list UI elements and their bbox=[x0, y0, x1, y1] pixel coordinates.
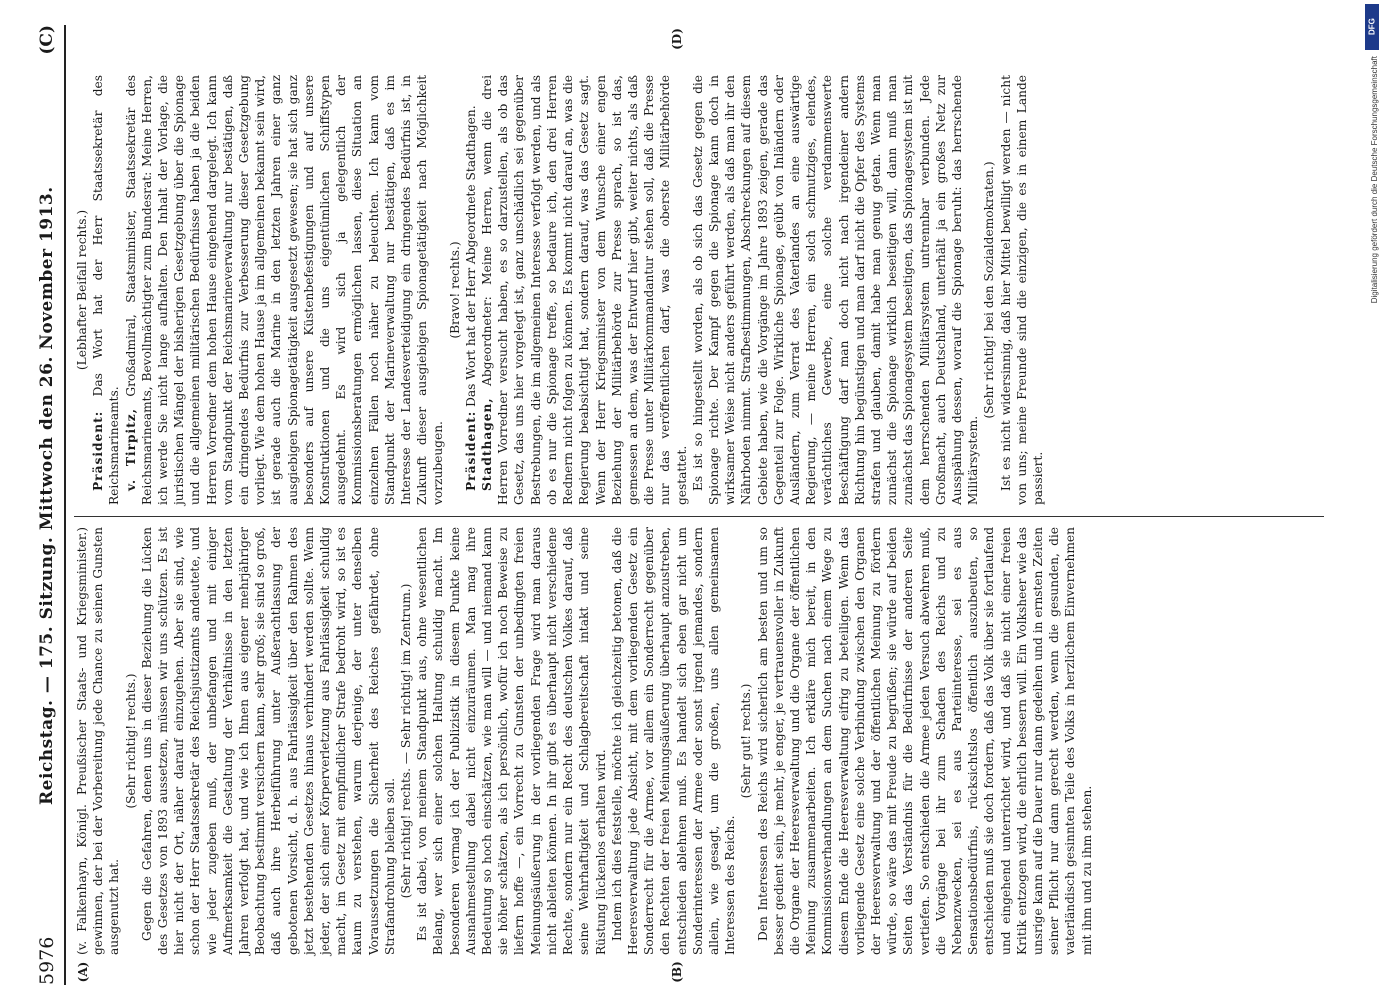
paragraph: Gegen die Gefahren, denen uns in dieser Beziehung die Lücken des Gesetzes von 1893 aussetzen, müssen wir uns schützen. Es ist hier nicht der Ort, näher darauf einzugehen. Aber sie sind, wie schon der Herr Staatssekretär des Reichsjustizamts andeutete, und wie jeder zugeben muß, der unbefangen und mit einiger Aufmerksamkeit die Gestaltung der Verhältnisse in den letzten Jahren verfolgt hat, und wie ich Ihnen aus eigener mehrjähriger Beobachtung bestimmt versichern kann, sehr groß; sie sind so groß, daß auch ihre Herbeiführung unter Außerachtlassung der gebotenen Vorsicht, d. h. aus Fahrlässigkeit über den Rahmen des jetzt bestehenden Gesetzes hinaus verhindert werden sollte. Wenn jeder, der sich einer Körperverletzung aus Fahrlässigkeit schuldig macht, im Gesetz mit empfindlicher Strafe bedroht wird, so ist es kaum zu verstehen, warum derjenige, der unter denselben Voraussetzungen die Sicherheit des Reiches gefährdet, ohne Strafandrohung bleiben soll. bbox=[139, 527, 397, 955]
marker-b: (B) bbox=[670, 961, 684, 983]
paragraph: Das Wort hat der Herr Staatssekretär des Reichsmarineamts. bbox=[91, 75, 122, 505]
marker-a: (A) bbox=[76, 961, 90, 983]
paragraph: (v. Falkenhayn, Königl. Preußischer Staats- und Kriegsminister.) gewinnen, der bei der Vorbereitung jede Chance zu seinen Gunsten ausgenutzt hat. bbox=[75, 527, 122, 955]
speaker-name: Stadthagen, bbox=[480, 397, 495, 491]
interjection: (Lebhafter Beifall rechts.) bbox=[75, 209, 89, 371]
page-header bbox=[30, 25, 66, 985]
paragraph: Das Wort hat der Herr Abgeordnete Stadthagen. bbox=[463, 105, 478, 407]
interjection: (Sehr richtig! rechts.) bbox=[123, 673, 138, 809]
speaker-name: v. Tirpitz, bbox=[123, 408, 138, 491]
column-divider bbox=[74, 516, 1324, 517]
session-title: Reichstag. — 175. Sitzung. Mittwoch den 26. November 1913. bbox=[37, 186, 57, 805]
left-column bbox=[74, 527, 1324, 955]
paragraph: Indem ich dies feststelle, möchte ich gleichzeitig betonen, daß die Heeresverwaltung jede Absicht, mit dem vorliegenden Gesetz ein Sonderrecht für die Armee, vor allem ein Sonderrecht gegenüber den Rechten der freien Meinungsäußerung überhaupt anzustreben, entschieden ablehnen muß. Es handelt sich eben gar nicht um Sonderinteressen der Armee oder sonst irgend jemandes, sondern allein, wie gesagt, um die großen, uns allen gemeinsamen Interessen des Reichs. bbox=[609, 527, 738, 955]
interjection: (Sehr richtig! rechts. — Sehr richtig! im Zentrum.) bbox=[399, 583, 414, 899]
paragraph: Ist es nicht widersinnig, daß hier Mittel bewilligt werden — nicht von uns; meine Freunde sind die einzigen, die es in einem Lande passiert. bbox=[998, 75, 1045, 505]
speaker-label: Präsident: bbox=[91, 410, 106, 491]
funding-watermark: Digitalisierung gefördert durch die Deutsche Forschungsgemeinschaft bbox=[1370, 56, 1379, 304]
paragraph: Es ist dabei, von meinem Standpunkt aus, ohne wesentlichen Belang, wer sich einer solchen Haltung schuldig macht. Im besonderen vermag ich der Publizistik in diesem Punkte keine Ausnahmestellung dabei nicht einzuräumen. Man mag ihre Bedeutung so hoch einschätzen, wie man will — und niemand kann sie höher schätzen, als ich persönlich, wofür ich noch Beweise zu liefern hoffe —, ein Vorrecht zu Gunsten der unbedingten freien Meinungsäußerung in der vorliegenden Frage wird man daraus nicht ableiten können. In ihr gibt es überhaupt nicht verschiedene Rechte, sondern nur ein Recht des deutschen Volkes darauf, daß seine Wehrhaftigkeit und Schlagbereitschaft intakt und seine Rüstung lückenlos erhalten wird. bbox=[415, 527, 608, 955]
paragraph: Abgeordneter: Meine Herren, wenn die drei Herren Vorredner versucht haben, es so darzustellen, als ob das Gesetz, das uns hier vorgelegt ist, ganz unschädlich sei gegenüber Bestrebungen, die im allgemeinen Interesse verfolgt werden, und als ob es nur die Spionage treffe, so bedaure ich, den drei Herren Rednern nicht folgen zu können. Es kommt nicht darauf an, was die Regierung beabsichtigt hat, sondern darauf, was das Gesetz sagt. Wenn der Herr Kriegsminister von dem Wunsche einer engen Beziehung der Militärbehörde zur Presse sprach, so ist das, gemessen an dem, was der Entwurf hier gibt, weiter nichts, als daß die Presse unter Militärkommandantur stehen soll, daß die Presse nur das veröffentlichen darf, was die oberste Militärbehörde gestattet. bbox=[480, 75, 689, 505]
rotated-page bbox=[30, 25, 1330, 985]
dfg-logo: DFG bbox=[1365, 4, 1379, 50]
interjection: (Sehr richtig! bei den Sozialdemokraten.) bbox=[982, 161, 997, 419]
watermark-area bbox=[1363, 0, 1383, 680]
paragraph: Den Interessen des Reichs wird sicherlich am besten und um so besser gedient sein, je mehr, je enger, je vertrauensvoller in Zukunft die Organe der Heeresverwaltung und die Organe der öffentlichen Meinung zusammenarbeiten. Ich erkläre mich bereit, in den Kommissionsverhandlungen an dem Suchen nach einem Wege zu diesem Ende die Heeresverwaltung eifrig zu beteiligen. Wenn das vorliegende Gesetz eine solche Verbindung zwischen den Organen der Heeresverwaltung und der öffentlichen Meinung zu fördern würde, so wäre das mit Freude zu begrüßen; sie würde auf beiden Seiten das Verständnis für die Bedürfnisse der anderen Seite vertiefen. So entschieden die Armee jeden Versuch abwehren muß, die Vorgänge bei ihr zum Schaden des Reichs und zu Nebenzwecken, sei es aus Parteiinteresse, sei es aus Sensationsbedürfnis, rücksichtslos öffentlich auszubeuten, so entschieden muß sie doch fordern, daß das Volk über sie fortlaufend und eingehend unterrichtet wird, und daß sie nicht einer freien Kritik entzogen wird, die ehrlich bessern will. Ein Volksheer wie das unsrige kann auf die Dauer nur dann gedeihen und in ernsten Zeiten seiner Pflicht nur dann gerecht werden, wenn die gesunden, die vaterländisch gesinnten Teile des Volks in herzlichem Einvernehmen mit ihm und zu ihm stehen. bbox=[755, 527, 1094, 955]
interjection: (Sehr gut! rechts.) bbox=[739, 683, 754, 799]
paragraph: Großadmiral, Staatsminister, Staatssekretär des Reichsmarineamts, Bevollmächtigter zum Bundesrat: Meine Herren, ich werde Sie nicht lange aufhalten. Den Inhalt der Vorlage, die juristischen Mängel der bisherigen Gesetzgebung über die Spionage und die allgemeinen militärischen Bedürfnisse haben ja die beiden Herren Vorredner dem hohen Hause eingehend dargelegt. Ich kann vom Standpunkt der Reichsmarineverwaltung nur bestätigen, daß ein dringendes Bedürfnis zur Verbesserung dieser Gesetzgebung vorliegt. Wie dem hohen Hause ja im allgemeinen bekannt sein wird, ist gerade auch die Marine in den letzten Jahren einer ganz ausgiebigen Spionagetätigkeit ausgesetzt gewesen; sie hat sich ganz besonders auf unsere Küstenbefestigungen und auf unsere Konstruktionen und die uns eigentümlichen Schiffstypen ausgedehnt. Es wird sich ja gelegentlich der Kommissionsberatungen ermöglichen lassen, diese Situation an einzelnen Fällen noch näher zu beleuchten. Ich kann vom Standpunkt der Marineverwaltung nur bestätigen, daß es im Interesse der Landesverteidigung ein dringendes Bedürfnis ist, in Zukunft dieser ausgiebigen Spionagetätigkeit nach Möglichkeit vorzubeugen. bbox=[123, 75, 446, 505]
speaker-label: Präsident: bbox=[463, 410, 478, 491]
interjection: (Bravo! rechts.) bbox=[447, 241, 462, 339]
paragraph: Es ist so hingestellt worden, als ob sich das Gesetz gegen die Spionage richte. Der Kampf gegen die Spionage kann doch in wirksamer Weise nicht anders geführt werden, als daß man ihr den Nährboden nimmt. Strafbestimmungen, Abschreckungen auf diesem Gebiete haben, wie die Vorgänge im Jahre 1893 zeigen, gerade das Gegenteil zur Folge. Wirkliche Spionage, geübt von Inländern oder Ausländern, zum Verrat des Vaterlandes an eine auswärtige Regierung, — meine Herren, ein solch schmutziges, elendes, verächtliches Gewerbe, eine solche verdammenswerte Beschäftigung darf man doch nicht nach irgendeiner andern Richtung hin begünstigen und man darf nicht die Opfer des Systems strafen und glauben, damit habe man genug getan. Wenn man zunächst die Spionage wirklich beseitigen will, dann muß man zunächst das Spionagesystem beseitigen, das Spionagesystem ist mit dem herrschenden Militärsystem untrennbar verbunden. Jede Großmacht, auch Deutschland, unterhält ja ein großes Netz zur Ausspähung dessen, worauf die Spionage beruht: das herrschende Militärsystem. bbox=[690, 75, 981, 505]
page-number: 5976 bbox=[36, 936, 58, 985]
marker-c: (C) bbox=[37, 25, 57, 55]
marker-d: (D) bbox=[670, 28, 684, 50]
right-column bbox=[74, 75, 1324, 505]
